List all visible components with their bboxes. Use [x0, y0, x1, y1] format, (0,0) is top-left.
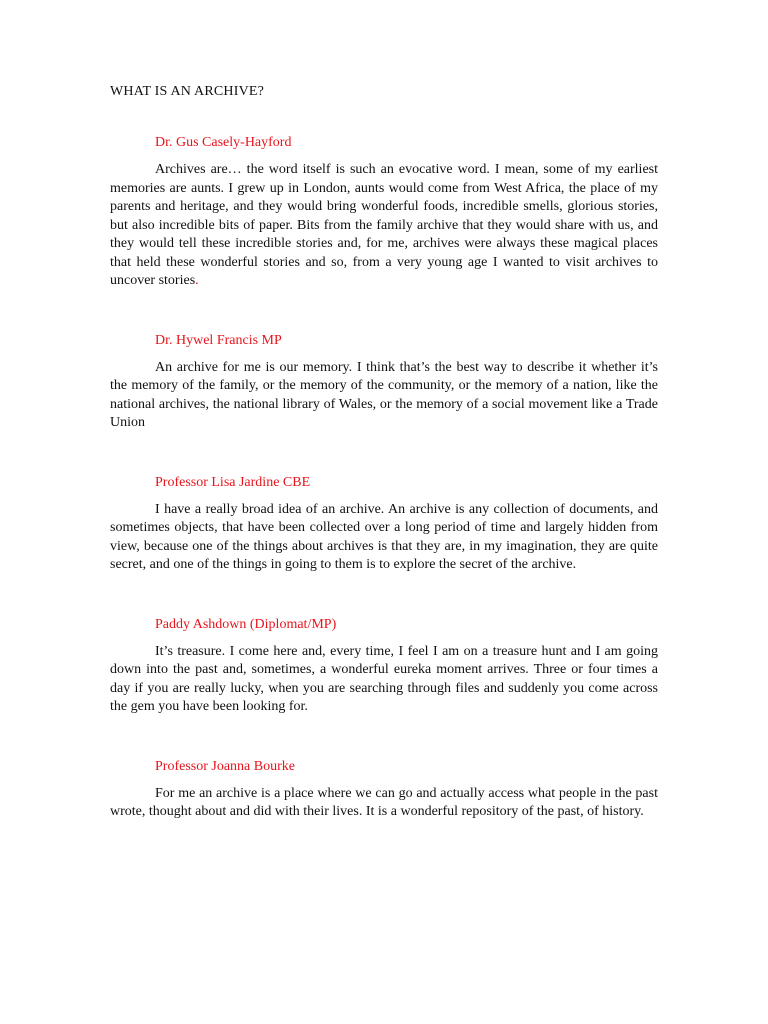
quote-text	[110, 785, 658, 822]
speaker-name: Professor Lisa Jardine CBE	[155, 474, 311, 490]
quote-body: For me an archive is a place where we can go and actually access what people in the past wrote, thought about and did with their lives. It is a wonderful repository of the past, of history.	[110, 785, 658, 819]
quote-text	[110, 359, 658, 433]
quote-body: It’s treasure. I come here and, every time, I feel I am on a treasure hunt and I am going down into the past and, sometimes, a wonderful eureka moment arrives. Three or four times a day if you are really lucky, when you are searching through files and suddenly you come across the gem you have been looking for.	[110, 643, 658, 714]
quote-body: An archive for me is our memory. I think that’s the best way to describe it whether it’s the memory of the family, or the memory of the community, or the memory of a nation, like the national archives, the national library of Wales, or the memory of a social movement like a Trade Union	[110, 359, 658, 430]
quote-text	[110, 643, 658, 717]
speaker-name: Professor Joanna Bourke	[155, 758, 295, 774]
quote-section-francis	[110, 333, 658, 433]
quote-text	[110, 161, 658, 291]
quote-body: I have a really broad idea of an archive. An archive is any collection of documents, and sometimes objects, that have been collected over a long period of time and largely hidden from view, because one of the things about archives is that they are, in my imagination, they are quite secret, and one of the things in going to them is to explore the secret of the archive.	[110, 501, 658, 572]
quote-text	[110, 501, 658, 575]
quote-section-jardine	[110, 475, 658, 575]
speaker-name: Dr. Gus Casely-Hayford	[155, 135, 292, 150]
document-title: WHAT IS AN ARCHIVE?	[110, 84, 265, 99]
quote-section-ashdown	[110, 617, 658, 717]
quote-section-casely-hayford	[110, 135, 658, 291]
speaker-name: Dr. Hywel Francis MP	[155, 332, 282, 348]
quote-body: Archives are… the word itself is such an evocative word. I mean, some of my earliest memories are aunts. I grew up in London, aunts would come from West Africa, the place of my parents and heritage, and they would bring wonderful foods, incredible smells, glorious stories, but also incredible bits of paper. Bits from the family archive that they would share with us, and they would tell these incredible stories and, for me, archives were always these magical places that held these wonderful stories and so, from a very young age I wanted to visit archives to uncover stories	[110, 162, 658, 288]
speaker-name: Paddy Ashdown (Diplomat/MP)	[155, 616, 337, 632]
quote-trailing-mark: .	[195, 273, 199, 288]
quote-section-bourke	[110, 759, 658, 822]
